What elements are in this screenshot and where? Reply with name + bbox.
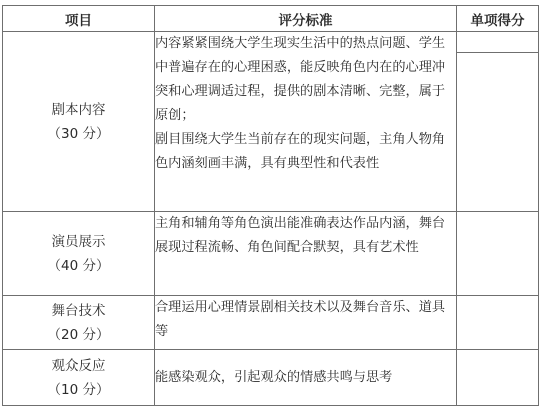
criteria-cell xyxy=(155,32,457,212)
table-row xyxy=(3,296,539,350)
item-points: （30 分） xyxy=(47,125,110,142)
item-name: 舞台技术 xyxy=(51,302,106,319)
item-cell xyxy=(3,32,155,212)
score-cell[interactable] xyxy=(457,212,539,296)
criteria-cell xyxy=(155,296,457,350)
item-points: （40 分） xyxy=(47,257,110,274)
criteria-text: 合理运用心理情景剧相关技术以及舞台音乐、道具等 xyxy=(155,300,446,339)
item-points: （20 分） xyxy=(47,326,110,343)
criteria-cell xyxy=(155,212,457,296)
score-cell[interactable] xyxy=(457,296,539,350)
score-cell[interactable] xyxy=(457,350,539,406)
score-divider xyxy=(457,32,538,53)
table-row xyxy=(3,350,539,406)
item-cell xyxy=(3,296,155,350)
criteria-text: 主角和辅角等角色演出能准确表达作品内涵，舞台展现过程流畅、角色间配合默契，具有艺术性 xyxy=(155,216,446,255)
item-points: （10 分） xyxy=(47,381,110,398)
table-row xyxy=(3,32,539,212)
criteria-text: 剧目围绕大学生当前存在的现实问题，主角人物角色内涵刻画丰满，具有典型性和代表性 xyxy=(155,132,446,171)
criteria-text: 内容紧紧围绕大学生现实生活中的热点问题、学生中普遍存在的心理困惑，能反映角色内在的心理冲突和心理调适过程，提供的剧本清晰、完整，属于原创； xyxy=(155,36,446,123)
table-row xyxy=(3,212,539,296)
criteria-text: 能感染观众，引起观众的情感共鸣与思考 xyxy=(155,369,393,385)
header-score: 单项得分 xyxy=(457,6,539,32)
header-row xyxy=(3,6,539,32)
criteria-cell xyxy=(155,350,457,406)
item-name: 演员展示 xyxy=(51,233,106,250)
item-cell xyxy=(3,350,155,406)
header-criteria: 评分标准 xyxy=(155,6,457,32)
item-cell xyxy=(3,212,155,296)
header-item: 项目 xyxy=(3,6,155,32)
scoring-table xyxy=(2,5,539,406)
item-name: 观众反应 xyxy=(51,357,106,374)
item-name: 剧本内容 xyxy=(51,101,106,118)
score-cell[interactable] xyxy=(457,32,539,212)
